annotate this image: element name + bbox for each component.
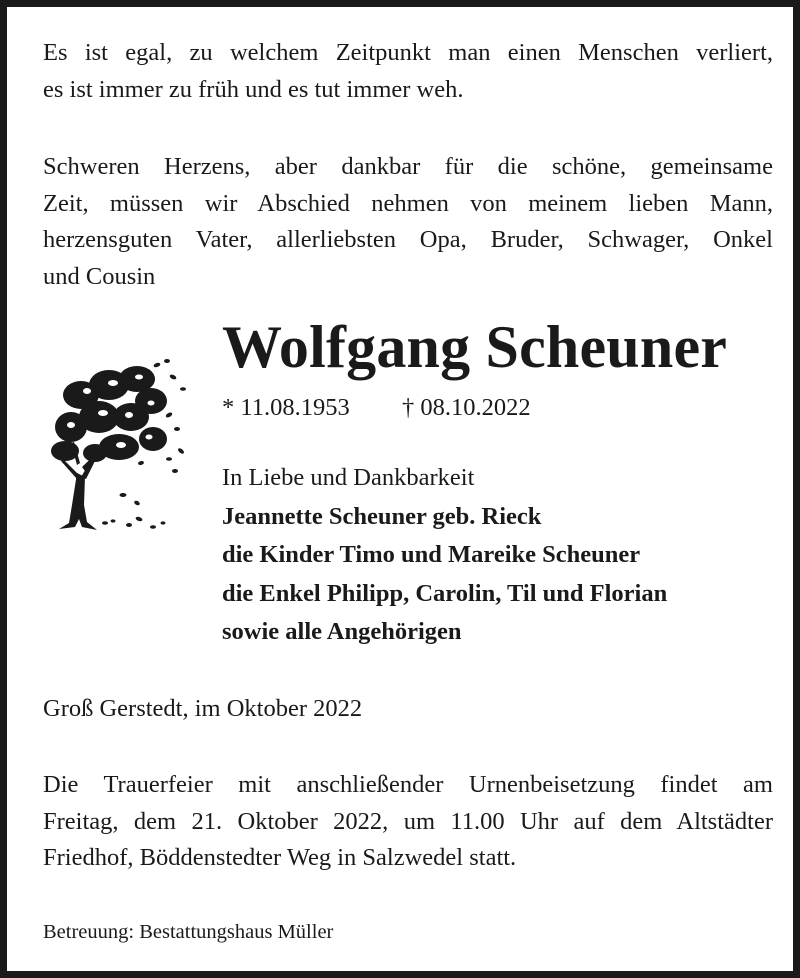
mourner-name: Jeannette Scheuner geb. Rieck [222,502,542,530]
tree-icon [41,355,195,535]
ceremony-line: Die Trauerfeier mit anschließender Urnenbeisetzung findet am [43,771,773,798]
farewell-line: Zeit, müssen wir Abschied nehmen von meinem lieben Mann, [43,189,773,217]
death-date: † 08.10.2022 [402,394,531,421]
intro-line: Es ist egal, zu welchem Zeitpunkt man einen Menschen verliert, [43,39,773,66]
farewell-line: herzensguten Vater, allerliebsten Opa, Bruder, Schwager, Onkel [43,226,773,253]
mourner-name: die Kinder Timo und Mareike Scheuner [222,541,641,568]
farewell-line: Schweren Herzens, aber dankbar für die schöne, gemeinsame [43,153,773,180]
place-date-line: Groß Gerstedt, im Oktober 2022 [43,695,363,722]
farewell-line: und Cousin [43,262,156,290]
intro-line: es ist immer zu früh und es tut immer weh. [43,75,464,103]
funeral-home: Betreuung: Bestattungshaus Müller [43,921,334,943]
place-date [43,691,773,728]
mourners-block [222,459,667,652]
intro-quote [43,35,773,108]
farewell-text [43,149,773,295]
deceased-name: Wolfgang Scheuner [222,314,728,380]
mourner-name: die Enkel Philipp, Carolin, Til und Florian [222,579,668,607]
ceremony-line: Freitag, dem 21. Oktober 2022, um 11.00 Uhr auf dem Altstädter [43,807,773,835]
birth-date: * 11.08.1953 [222,394,350,421]
ceremony-line: Friedhof, Böddenstedter Weg in Salzwedel statt. [43,844,517,871]
mourners-intro: In Liebe und Dankbarkeit [222,464,475,491]
ceremony-info [43,767,773,877]
mourner-name: sowie alle Angehörigen [222,618,462,645]
life-dates [222,390,531,426]
